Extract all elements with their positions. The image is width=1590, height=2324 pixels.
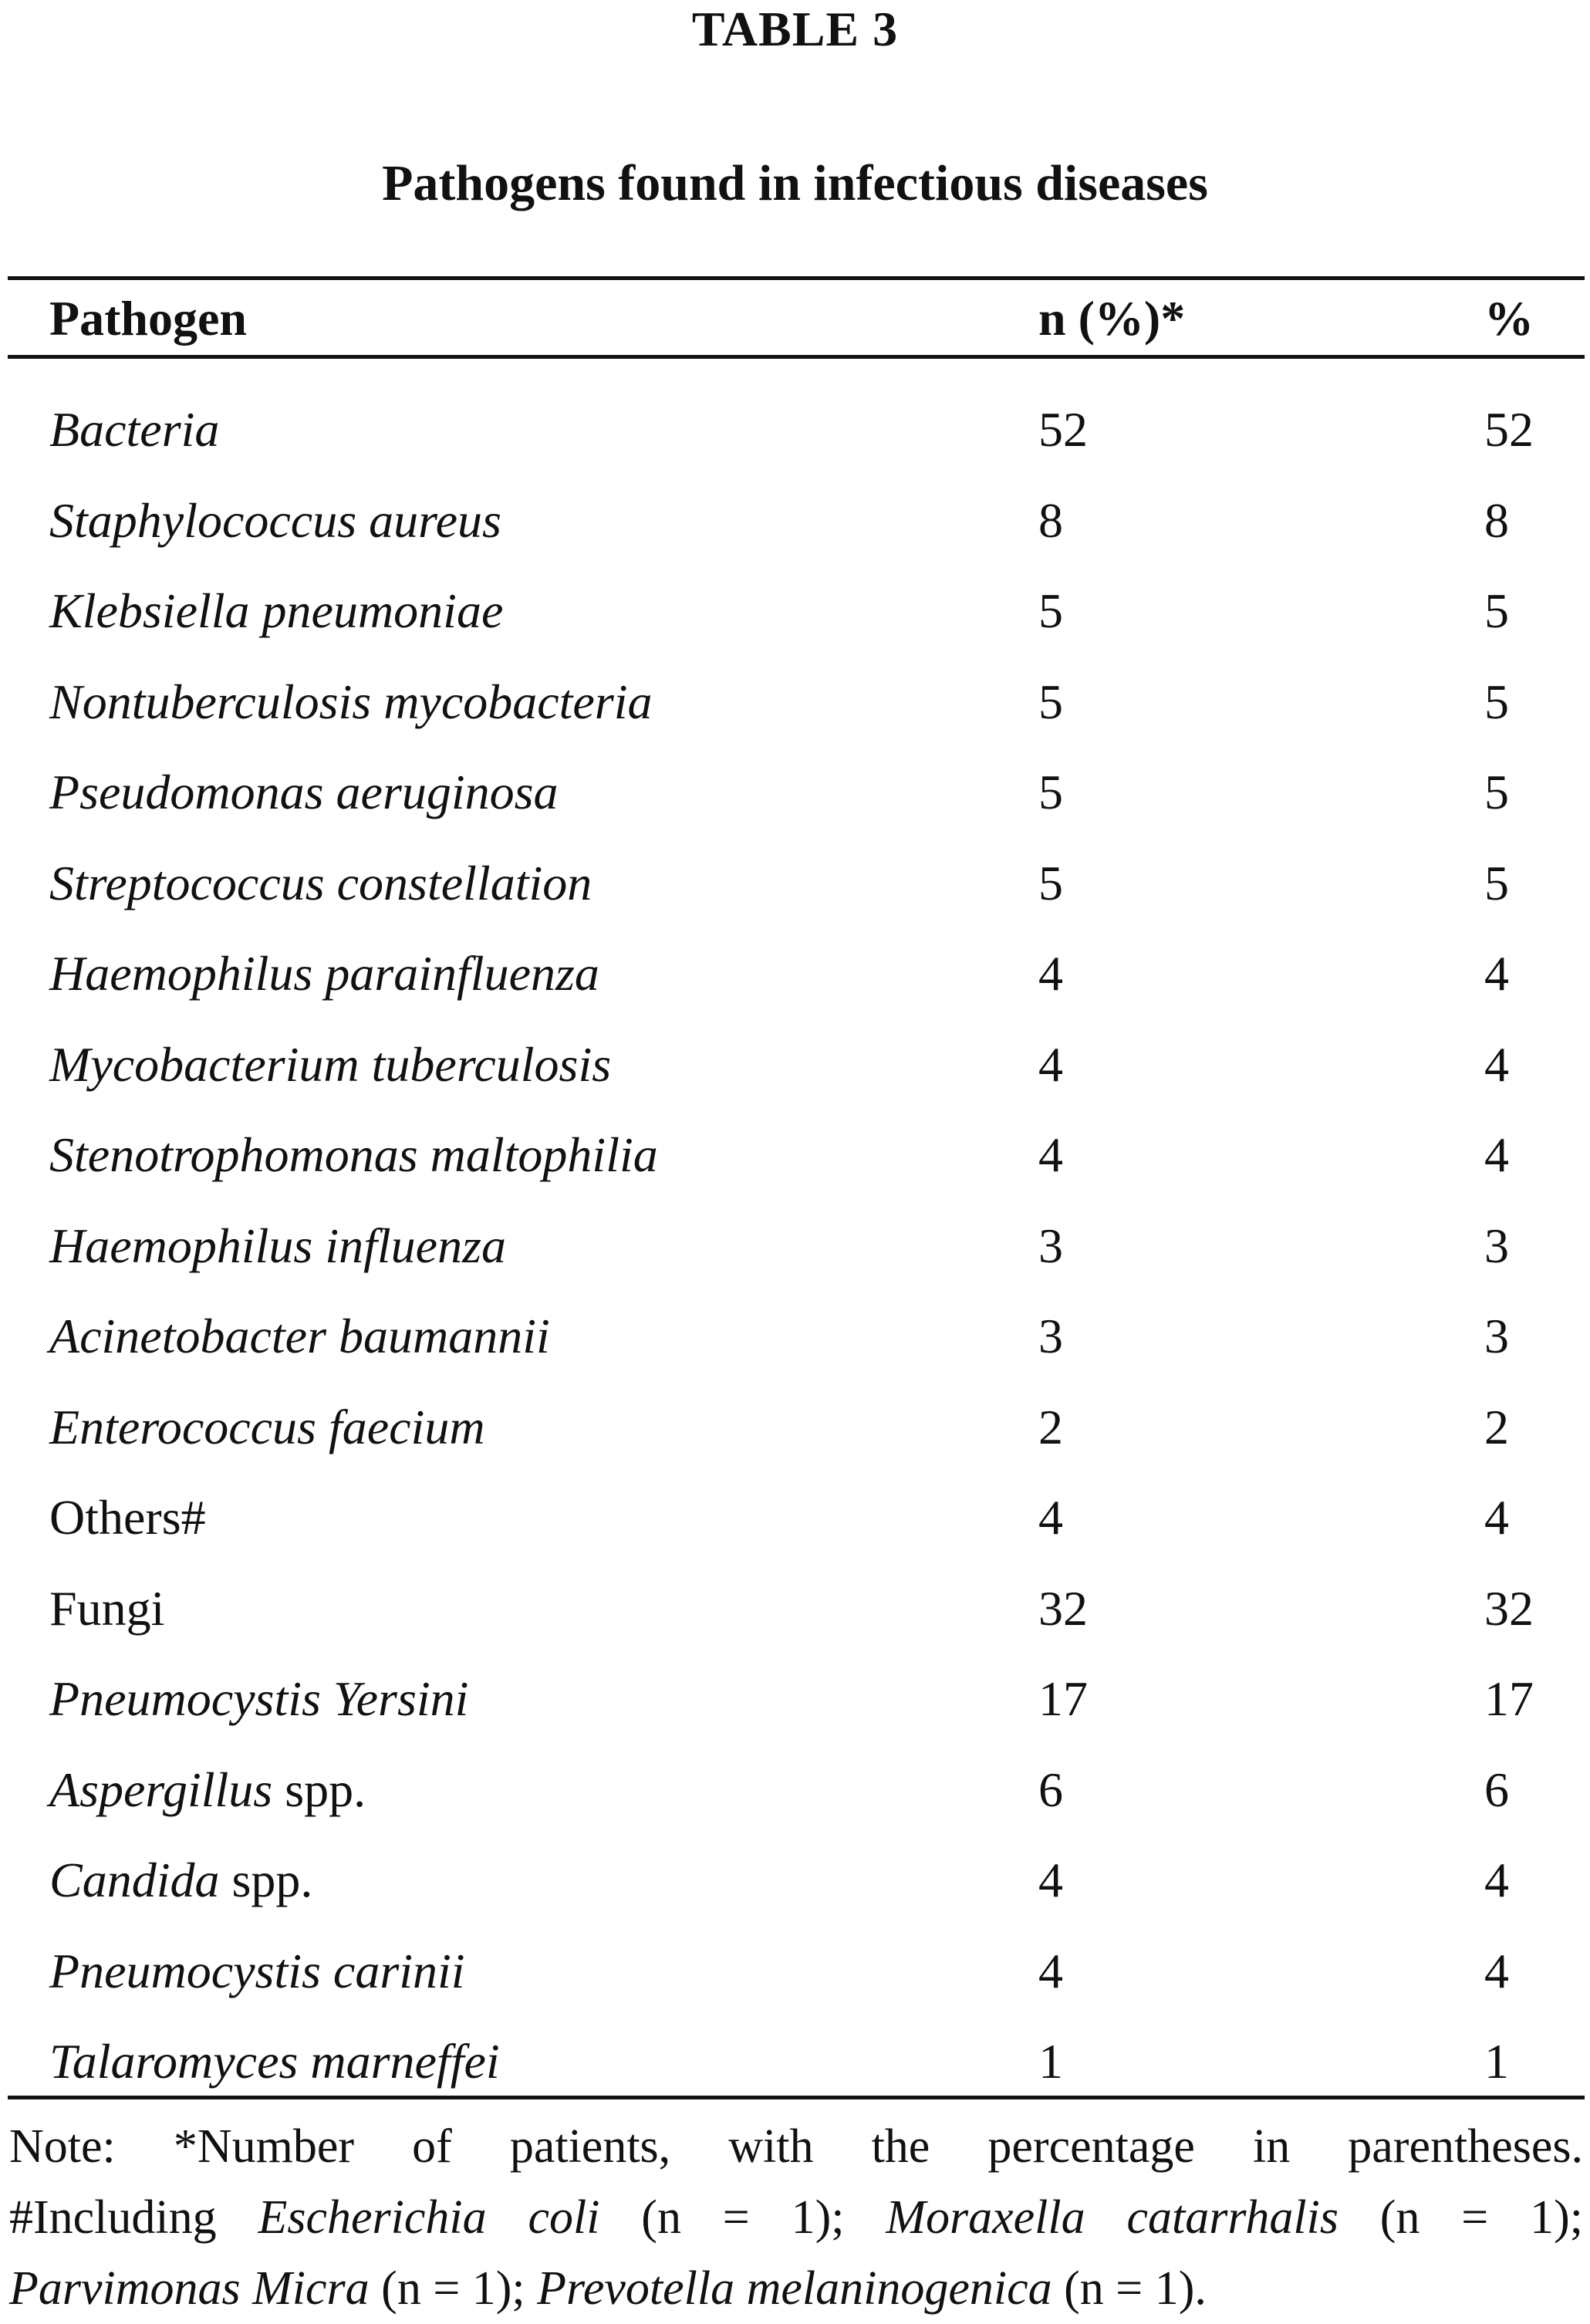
cell-percent: 5 [1484,765,1509,819]
table-row [0,1835,1590,1926]
table-row [0,384,1590,475]
table-row [0,475,1590,566]
pathogen-name: Streptococcus constellation [49,855,592,910]
table-row [0,928,1590,1019]
cell-pathogen [49,1472,206,1563]
cell-percent: 4 [1484,1853,1509,1907]
cell-n: 8 [1038,492,1063,548]
cell-n: 4 [1038,1853,1063,1907]
cell-pathogen [49,928,599,1019]
cell-pathogen [49,1201,506,1292]
table-row [0,657,1590,748]
cell-pathogen [49,384,219,475]
cell-percent: 1 [1484,2034,1509,2089]
pathogen-name: Others# [49,1490,206,1545]
cell-pathogen [49,1745,366,1836]
table-row [0,1291,1590,1382]
cell-pathogen [49,1653,468,1745]
pathogen-name: Staphylococcus aureus [49,492,501,548]
cell-n: 4 [1038,946,1063,1001]
cell-pathogen [49,1110,658,1201]
note-line-2 [9,2182,1583,2253]
cell-percent: 4 [1484,1943,1509,1998]
pathogen-name: Bacteria [49,402,220,457]
table-row [0,1745,1590,1836]
pathogen-suffix: spp. [219,1853,313,1907]
table-header-row [0,284,1590,353]
note-including: #Including [9,2191,258,2244]
cell-percent: 5 [1484,583,1509,638]
cell-n: 6 [1038,1762,1063,1817]
pathogen-name: Haemophilus influenza [49,1218,506,1273]
table-title: Pathogens found in infectious diseases [382,155,1208,211]
table-header-rule [8,355,1585,359]
cell-n: 2 [1038,1399,1063,1454]
cell-percent: 3 [1484,1309,1509,1363]
note-count-2: (n = 1); [1338,2191,1584,2244]
pathogen-name: Candida [49,1853,220,1907]
pathogen-name: Stenotrophomonas maltophilia [49,1127,658,1182]
cell-percent: 4 [1484,1490,1509,1545]
pathogen-name: Fungi [49,1580,165,1636]
pathogen-name: Mycobacterium tuberculosis [49,1036,612,1092]
cell-pathogen [49,566,503,657]
cell-n: 5 [1038,674,1063,729]
cell-pathogen [49,1291,550,1382]
table-label: TABLE 3 [691,2,899,56]
cell-n: 5 [1038,765,1063,819]
pathogen-name: Talaromyces marneffei [49,2034,500,2089]
cell-percent: 4 [1484,1127,1509,1182]
cell-n: 3 [1038,1218,1063,1273]
pathogen-name: Pneumocystis Yersini [49,1671,469,1726]
table-row [0,1201,1590,1292]
pathogen-suffix: spp. [272,1762,366,1817]
cell-pathogen [49,657,653,748]
cell-n: 4 [1038,1036,1063,1092]
pathogen-name: Nontuberculosis mycobacteria [49,674,653,729]
cell-percent: 2 [1484,1399,1509,1454]
cell-n: 4 [1038,1127,1063,1182]
cell-pathogen [49,1835,312,1926]
table-top-rule [8,276,1585,280]
table-row [0,1019,1590,1110]
note-count-1: (n = 1); [599,2191,886,2244]
cell-percent: 6 [1484,1762,1509,1817]
table-row [0,566,1590,657]
header-n-percent: n (%)* [1038,291,1186,346]
cell-pathogen [49,1926,465,2017]
cell-percent: 3 [1484,1218,1509,1273]
table-row [0,1563,1590,1654]
table-row [0,747,1590,838]
cell-n: 5 [1038,855,1063,910]
table-row [0,1382,1590,1473]
cell-n: 5 [1038,583,1063,638]
note-line-1: Note: *Number of patients, with the percentage in parentheses. [9,2120,1583,2173]
pathogen-name: Aspergillus [49,1762,273,1817]
table-row [0,1110,1590,1201]
cell-percent: 52 [1484,402,1534,457]
cell-n: 52 [1038,402,1088,457]
cell-n: 1 [1038,2034,1063,2089]
pathogen-name: Pneumocystis carinii [49,1943,465,1998]
cell-pathogen [49,1563,164,1654]
cell-n: 4 [1038,1490,1063,1545]
cell-percent: 8 [1484,492,1509,548]
table-row [0,2016,1590,2107]
cell-n: 4 [1038,1943,1063,1998]
pathogen-name: Acinetobacter baumannii [49,1309,550,1363]
table-body [0,384,1590,2107]
cell-pathogen [49,1019,611,1110]
cell-n: 3 [1038,1309,1063,1363]
table-note [9,2111,1583,2324]
note-count-3: (n = 1); [369,2262,538,2315]
note-org-escherichia: Escherichia coli [258,2191,600,2244]
note-count-4: (n = 1). [1052,2262,1207,2315]
cell-percent: 4 [1484,1036,1509,1092]
note-org-prevotella: Prevotella melaninogenica [537,2262,1052,2315]
header-pathogen: Pathogen [49,291,247,346]
note-line-3 [9,2253,1583,2324]
pathogen-name: Haemophilus parainfluenza [49,946,599,1001]
cell-percent: 17 [1484,1671,1534,1726]
cell-n: 17 [1038,1671,1088,1726]
table-row [0,1472,1590,1563]
header-percent: % [1484,291,1534,346]
cell-percent: 32 [1484,1580,1534,1636]
table-row [0,838,1590,929]
cell-pathogen [49,475,501,566]
table-row [0,1926,1590,2017]
pathogen-name: Enterococcus faecium [49,1399,485,1454]
cell-percent: 5 [1484,855,1509,910]
note-org-parvimonas: Parvimonas Micra [9,2262,370,2315]
cell-percent: 4 [1484,946,1509,1001]
cell-pathogen [49,1382,485,1473]
pathogen-name: Pseudomonas aeruginosa [49,765,559,819]
cell-pathogen [49,747,559,838]
note-org-moraxella: Moraxella catarrhalis [886,2191,1339,2244]
cell-pathogen [49,838,592,929]
cell-n: 32 [1038,1580,1088,1636]
table-bottom-rule [8,2096,1585,2099]
table-row [0,1653,1590,1745]
cell-percent: 5 [1484,674,1509,729]
pathogen-name: Klebsiella pneumoniae [49,583,504,638]
cell-pathogen [49,2016,500,2107]
